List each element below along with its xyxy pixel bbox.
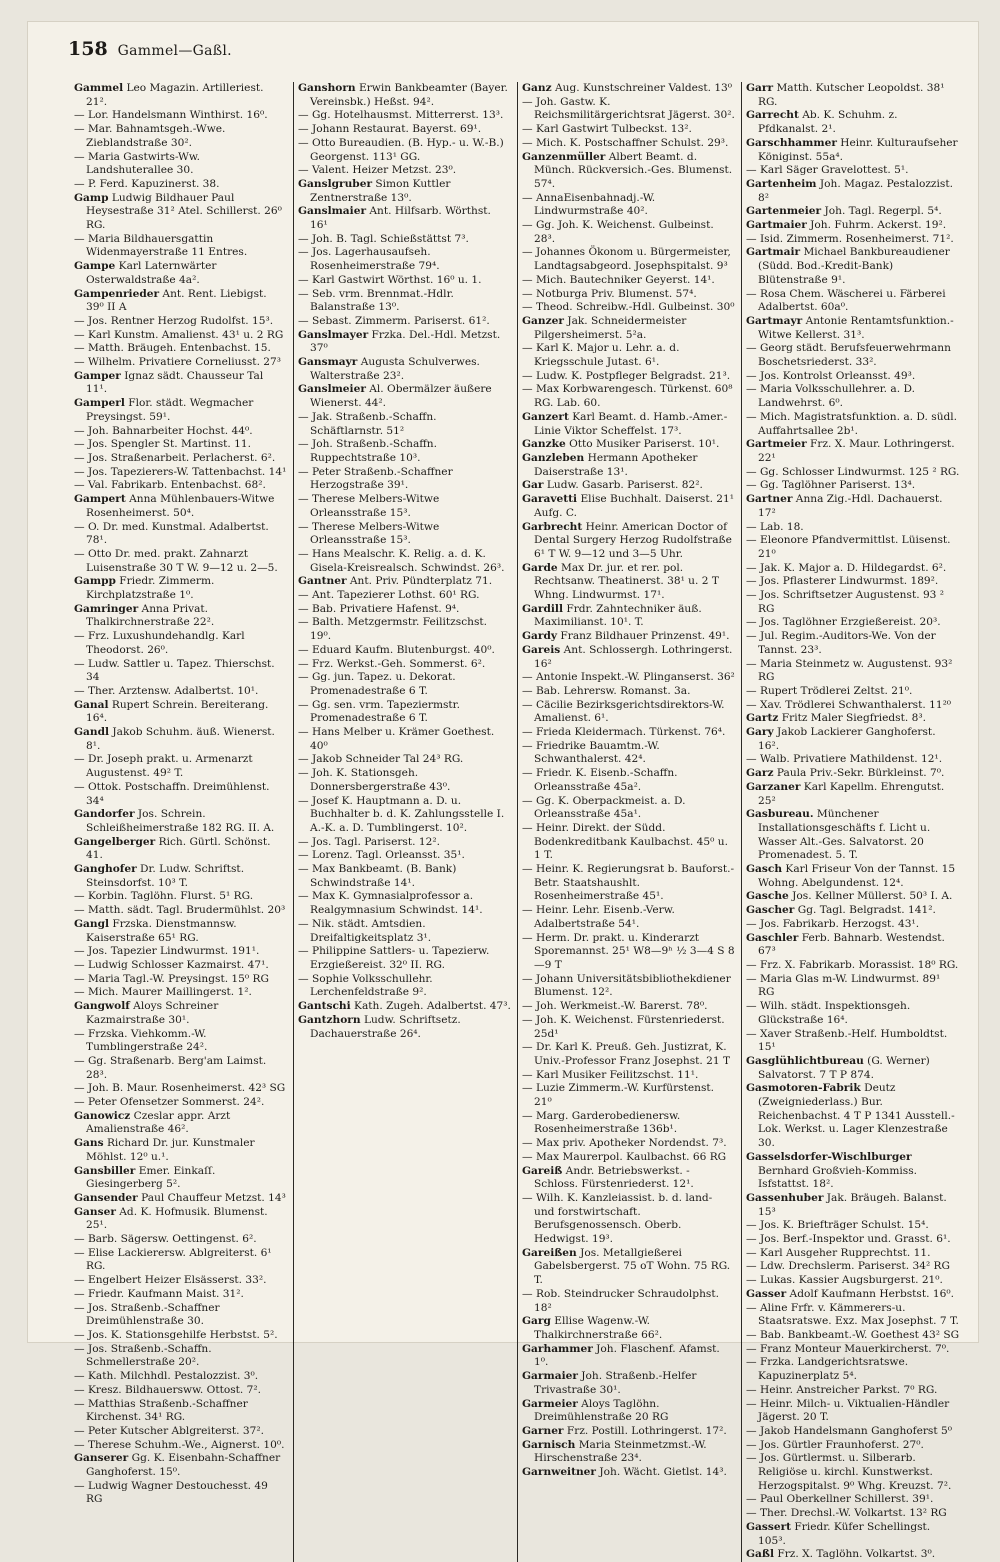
directory-entry: Gampe Karl Laternwärter Osterwaldstraße 4a². <box>74 260 217 286</box>
directory-entry: — Paul Oberkellner Schillerst. 39¹. <box>746 1493 934 1506</box>
directory-entry: Gansender Paul Chauffeur Metzst. 14³ <box>74 1191 286 1204</box>
directory-entry: Ganserer Gg. K. Eisenbahn-Schaffner Ganghoferst. 15⁰. <box>74 1452 281 1479</box>
directory-entry: Gasselsdorfer-Wischlburger Bernhard Großvieh-Kommiss. Isfstattst. 18². <box>746 1150 918 1191</box>
directory-entry: Ganzer Jak. Schneidermeister Pilgersheimerst. 5²a. <box>522 314 687 341</box>
directory-entry: — Frzka. Landgerichtsratswe. Kapuzinerplatz 5⁴. <box>746 1356 909 1383</box>
directory-entry: — Karl Ausgeher Rupprechtst. 11. <box>746 1246 931 1259</box>
directory-entry: — Xaver Straßenb.-Helf. Humboldtst. 15¹ <box>746 1027 948 1054</box>
directory-entry: — Maria Steinmetz w. Augustenst. 93² RG <box>746 657 953 684</box>
directory-entry: — Wilh. K. Kanzleiassist. b. d. land- und forstwirtschaft. Berufsgenossensch. Oberb. Hedwigst. 19³. <box>522 1191 713 1246</box>
directory-entry: — Rupert Trödlerei Zeltst. 21⁰. <box>746 684 913 697</box>
directory-entry: — Heinr. Lehr. Eisenb.-Verw. Adalbertstraße 54¹. <box>522 904 675 930</box>
directory-entry: — Jos. Rentner Herzog Rudolfst. 15³. <box>74 314 274 327</box>
directory-entry: — Josef K. Hauptmann a. D. u. Buchhalter b. d. K. Zahlungsstelle I. A.-K. a. D. Tumblingerst. 10². <box>298 794 505 834</box>
page-header <box>68 38 958 78</box>
directory-entry: — Ottok. Postschaffn. Dreimühlenst. 34⁴ <box>74 780 270 807</box>
directory-entry: — Matth. sädt. Tagl. Brudermühlst. 20³ <box>74 904 286 917</box>
directory-entry: — Bab. Lehrersw. Romanst. 3a. <box>522 684 691 697</box>
directory-entry: — Elise Lackierersw. Ablgreiterst. 6¹ RG. <box>74 1246 272 1273</box>
directory-entry: — Max priv. Apotheker Nordendst. 7³. <box>522 1137 727 1150</box>
directory-entry: — Joh. Gastw. K. Reichsmilitärgerichtsrat Jägerst. 30². <box>522 95 735 122</box>
directory-entry: Garg Ellise Wagenw.-W. Thalkirchnerstraße 66². <box>522 1315 663 1341</box>
directory-entry: — Walb. Privatiere Mathildenst. 12¹. <box>746 753 943 766</box>
directory-entry: — Jos. Lagerhausaufseh. Rosenheimerstraße 79⁴. <box>298 246 440 273</box>
directory-entry: Gartz Fritz Maler Siegfriedst. 8³. <box>746 712 926 725</box>
column-1 <box>70 82 294 1562</box>
directory-entry: — Jos. Schriftsetzer Augustenst. 93 ² RG <box>746 589 945 615</box>
directory-entry: Ganzenmüller Albert Beamt. d. Münch. Rückversich.-Ges. Blumenst. 57⁴. <box>522 150 733 190</box>
directory-entry: Gary Jakob Lackierer Ganghoferst. 16². <box>746 726 936 752</box>
directory-entry: — Jos. Kontrolst Orleansst. 49³. <box>746 369 916 382</box>
directory-entry: Garnweitner Joh. Wächt. Gietlst. 14³. <box>522 1466 727 1479</box>
directory-entry: — Karl Musiker Feilitzschst. 11¹. <box>522 1068 699 1081</box>
directory-entry: — Peter Ofensetzer Sommerst. 24². <box>74 1096 265 1109</box>
directory-entry: — Friedrike Bauamtm.-W. Schwanthalerst. 42⁴. <box>522 739 660 766</box>
directory-entry: — Karl Säger Gravelottest. 5¹. <box>746 164 909 177</box>
directory-entry: — Hans Mealschr. K. Relig. a. d. K. Gisela-Kreisrealsch. Schwindst. 26³. <box>298 547 505 574</box>
directory-entry: — Gg. Hotelhausmst. Mitterrerst. 13³. <box>298 109 504 122</box>
directory-entry: — Wilh. städt. Inspektionsgeh. Glückstraße 16⁴. <box>746 1000 911 1026</box>
directory-entry: — Herm. Dr. prakt. u. Kinderarzt Sporemannst. 25¹ W8—9ʰ ½ 3—4 S 8—9 T <box>522 931 735 971</box>
directory-entry: — Max Korbwarengesch. Türkenst. 60⁸ RG. Lab. 60. <box>522 383 733 410</box>
column-4 <box>742 82 966 1562</box>
directory-entry: Gantschi Kath. Zugeh. Adalbertst. 47³. <box>298 1000 511 1013</box>
directory-entry: — Dr. Karl K. Preuß. Geh. Justizrat, K. Univ.-Professor Franz Josephst. 21 T <box>522 1041 731 1067</box>
directory-entry: Gangl Frzska. Dienstmannsw. Kaiserstraße 65¹ RG. <box>74 917 237 944</box>
directory-entry: — Ant. Tapezierer Lothst. 60¹ RG. <box>298 589 480 602</box>
directory-entry: — Cäcilie Bezirksgerichtsdirektors-W. Amalienst. 6¹. <box>522 698 725 725</box>
directory-entry: — Joh. Werkmeist.-W. Barerst. 78⁰. <box>522 1000 708 1013</box>
directory-entry: — P. Ferd. Kapuzinerst. 38. <box>74 177 220 190</box>
directory-entry: Ganslmaier Ant. Hilfsarb. Wörthst. 16¹ <box>298 205 491 232</box>
directory-entry: — Eleonore Pfandvermittlst. Lüisenst. 21⁰ <box>746 534 951 560</box>
directory-entry: — Frieda Kleidermach. Türkenst. 76⁴. <box>522 726 726 739</box>
directory-entry: Garschhammer Heinr. Kulturaufseher Königinst. 55a⁴. <box>746 136 958 163</box>
directory-entry: — Luzie Zimmerm.-W. Kurfürstenst. 21⁰ <box>522 1082 715 1109</box>
directory-entry: — Gg. Joh. K. Weichenst. Gulbeinst. 28³. <box>522 219 714 245</box>
directory-entry: — Karl Gastwirt Wörthst. 16⁰ u. 1. <box>298 273 482 286</box>
directory-entry: — Balth. Metzgermstr. Feilitzschst. 19⁰. <box>298 616 488 643</box>
page-number: 158 <box>68 38 108 60</box>
directory-entry: Garavetti Elise Buchhalt. Daiserst. 21¹ Aufg. C. <box>522 493 735 519</box>
directory-entry: Garmaier Joh. Straßenb.-Helfer Trivastraße 30¹. <box>522 1370 697 1396</box>
directory-entry: — Notburga Priv. Blumenst. 57⁴. <box>522 287 697 300</box>
directory-entry: Garnisch Maria Steinmetzmst.-W. Hirschenstraße 23⁴. <box>522 1438 707 1465</box>
directory-entry: Gasser Adolf Kaufmann Herbstst. 16⁰. <box>746 1287 954 1300</box>
directory-entry: — Theod. Schreibw.-Hdl. Gulbeinst. 30⁰ <box>522 301 735 314</box>
directory-entry: Gasch Karl Friseur Von der Tannst. 15 Wohng. Abelgundenst. 12⁴. <box>746 863 956 889</box>
directory-entry: — Gg. K. Oberpackmeist. a. D. Orleansstraße 45a¹. <box>522 794 686 821</box>
directory-entry: Gardill Frdr. Zahntechniker äuß. Maximilianst. 10¹. T. <box>522 602 702 629</box>
directory-entry: Gasche Jos. Kellner Müllerst. 50³ I. A. <box>746 890 953 903</box>
directory-entry: Gasmotoren-Fabrik Deutz (Zweigniederlass.) Bur. Reichenbachst. 4 T P 1341 Ausstell.-Lok. Werkst. u. Lager Klenzestraße 30. <box>746 1082 955 1150</box>
directory-entry: — Peter Kutscher Ablgreiterst. 37². <box>74 1424 264 1437</box>
directory-entry: — Barb. Sägersw. Oettingenst. 6². <box>74 1233 257 1246</box>
directory-entry: — Dr. Joseph prakt. u. Armenarzt Augustenst. 49² T. <box>74 753 253 780</box>
directory-entry: — Jak. K. Major a. D. Hildegardst. 6². <box>746 561 947 574</box>
directory-entry: — Kresz. Bildhauersww. Ottost. 7². <box>74 1383 262 1396</box>
directory-entry: Gartenheim Joh. Magaz. Pestalozzist. 8² <box>746 177 953 204</box>
directory-entry: — Lor. Handelsmann Winthirst. 16⁰. <box>74 109 268 122</box>
directory-entry: — Joh. Bahnarbeiter Hochst. 44⁰. <box>74 424 253 437</box>
directory-entry: Gaßl Frz. X. Taglöhn. Volkartst. 3⁰. <box>746 1548 936 1561</box>
directory-entry: — Rob. Steindrucker Schraudolphst. 18² <box>522 1287 719 1314</box>
directory-entry: Gampenrieder Ant. Rent. Liebigst. 39⁰ II A <box>74 287 267 314</box>
directory-entry: Gasglühlichtbureau (G. Werner) Salvatorst. 7 T P 874. <box>746 1054 930 1081</box>
directory-entry: Gans Richard Dr. jur. Kunstmaler Möhlst. 12⁰ u.¹. <box>74 1137 255 1163</box>
directory-entry: — Aline Frfr. v. Kämmerers-u. Staatsratswe. Exz. Max Josephst. 7 T. <box>746 1301 959 1328</box>
directory-entry: Garde Max Dr. jur. et rer. pol. Rechtsanw. Theatinerst. 38¹ u. 2 T Whng. Lindwurmst. 17¹. <box>522 561 719 602</box>
directory-entry: — Frz. X. Fabrikarb. Morassist. 18⁰ RG. <box>746 959 959 971</box>
directory-entry: Gamringer Anna Privat. Thalkirchnerstraße 22². <box>74 602 215 629</box>
directory-entry: — Jul. Regim.-Auditors-We. Von der Tannst. 23³. <box>746 630 936 656</box>
directory-entry: Ganghofer Dr. Ludw. Schriftst. Steinsdorfst. 10³ T. <box>74 863 245 889</box>
directory-entry: — Jos. K. Stationsgehilfe Herbstst. 5². <box>74 1328 278 1341</box>
directory-entry: — Johann Universitätsbibliothekdiener Blumenst. 12². <box>522 972 731 999</box>
directory-entry: — Gg. jun. Tapez. u. Dekorat. Promenadestraße 6 T. <box>298 671 456 697</box>
directory-page <box>28 22 978 1561</box>
directory-entry: Gartmair Michael Bankbureaudiener (Südd. Bod.-Kredit-Bank) Blütenstraße 9¹. <box>746 246 950 286</box>
directory-entry: Gareis Ant. Schlossergh. Lothringerst. 16² <box>522 643 733 670</box>
directory-entry: — Johannes Ökonom u. Bürgermeister, Landtagsabgeord. Josephspitalst. 9³ <box>522 246 731 273</box>
directory-entry: — Seb. vrm. Brennmat.-Hdlr. Balanstraße 13⁰. <box>298 287 454 314</box>
directory-entry: — Therese Schuhm.-We., Aignerst. 10⁰. <box>74 1438 285 1451</box>
directory-entry: — Jakob Handelsmann Ganghoferst 5⁰ <box>746 1424 952 1437</box>
directory-entry: Ganz Aug. Kunstschreiner Valdest. 13⁰ <box>522 82 733 94</box>
directory-entry: — Ldw. Drechslerm. Pariserst. 34² RG <box>746 1260 950 1273</box>
directory-entry: — Johann Restaurat. Bayerst. 69¹. <box>298 123 482 136</box>
directory-entry: — Sophie Volksschullehr. Lerchenfeldstraße 9². <box>298 972 433 999</box>
directory-entry: Gammel Leo Magazin. Artilleriest. 21². <box>74 82 264 108</box>
directory-entry: Gansmayr Augusta Schulverwes. Walterstraße 23². <box>298 356 480 382</box>
directory-entry: — Ludwig Wagner Destouchesst. 49 RG <box>74 1479 268 1506</box>
directory-entry: Gareißen Jos. Metallgießerei Gabelsbergerst. 75 oT Wohn. 75 RG. T. <box>522 1246 731 1287</box>
directory-entry: — Xav. Trödlerei Schwanthalerst. 11²⁰ <box>746 698 952 711</box>
directory-entry: — Rosa Chem. Wäscherei u. Färberei Adalbertst. 60a⁰. <box>746 287 946 314</box>
directory-entry: — Max Bankbeamt. (B. Bank) Schwindstraße 14¹. <box>298 863 457 889</box>
directory-entry: — Frz. Werkst.-Geh. Sommerst. 6². <box>298 657 486 670</box>
directory-entry: — Gg. Taglöhner Pariserst. 13⁴. <box>746 479 916 492</box>
directory-entry: — Friedr. K. Eisenb.-Schaffn. Orleansstraße 45a². <box>522 767 678 793</box>
directory-entry: Gansbiller Emer. Einkaſſ. Giesingerberg 5². <box>74 1164 216 1191</box>
directory-entry: — Korbin. Taglöhn. Flurst. 5¹ RG. <box>74 890 254 903</box>
directory-entry: Ganslgruber Simon Kuttler Zentnerstraße 13⁰. <box>298 177 451 204</box>
directory-entry: Gamp Ludwig Bildhauer Paul Heysestraße 31² Atel. Schillerst. 26⁰ RG. <box>74 191 282 232</box>
directory-entry: — Peter Straßenb.-Schaffner Herzogstraße 39¹. <box>298 465 453 492</box>
directory-entry: — Matth. Bräugeh. Entenbachst. 15. <box>74 342 271 355</box>
directory-entry: — Jos. Straßenb.-Schaffn. Schmellerstraße 20². <box>74 1342 212 1369</box>
directory-entry: — Valent. Heizer Metzst. 23⁰. <box>298 164 457 177</box>
directory-entry: — Jos. Pflasterer Lindwurmst. 189². <box>746 575 939 588</box>
directory-entry: — Lorenz. Tagl. Orleansst. 35¹. <box>298 849 465 862</box>
directory-entry: — Val. Fabrikarb. Entenbachst. 68². <box>74 479 266 492</box>
directory-entry: Gardy Franz Bildhauer Prinzenst. 49¹. <box>522 630 730 643</box>
directory-entry: — Therese Melbers-Witwe Orleansstraße 15³. <box>298 520 440 547</box>
directory-entry: — Bab. Bankbeamt.-W. Goethest 43² SG <box>746 1328 960 1341</box>
directory-entry: — Jakob Schneider Tal 24³ RG. <box>298 753 464 766</box>
directory-entry: — Jos. Berf.-Inspektor und. Grasst. 6¹. <box>746 1233 951 1246</box>
directory-entry: — Jos. Spengler St. Martinst. 11. <box>74 438 251 451</box>
directory-entry: Gascher Gg. Tagl. Belgradst. 141². <box>746 904 936 917</box>
directory-entry: Gareiß Andr. Betriebswerkst. - Schloss. Fürstenriederst. 12¹. <box>522 1164 694 1191</box>
column-3 <box>518 82 742 1562</box>
directory-entry: — Gg. sen. vrm. Tapeziermstr. Promenadestraße 6 T. <box>298 698 460 725</box>
directory-entry: Gar Ludw. Gasarb. Pariserst. 82². <box>522 479 703 492</box>
column-2 <box>294 82 518 1562</box>
directory-entry: — Isid. Zimmerm. Rosenheimerst. 71². <box>746 232 954 245</box>
directory-entry: — Otto Dr. med. prakt. Zahnarzt Luisenstraße 30 T W. 9—12 u. 2—5. <box>74 547 278 574</box>
directory-entry: — Mar. Bahnamtsgeh.-Wwe. Zieblandstraße 30². <box>74 123 226 149</box>
directory-entry: — Georg städt. Berufsfeuerwehrmann Boschetsriederst. 33². <box>746 342 951 369</box>
directory-entry: — Heinr. Anstreicher Parkst. 7⁰ RG. <box>746 1383 938 1396</box>
directory-entry: — Jos. Straßenarbeit. Perlacherst. 6². <box>74 451 276 464</box>
directory-entry: — AnnaEisenbahnadj.-W. Lindwurmstraße 40². <box>522 191 656 218</box>
directory-entry: — Karl K. Major u. Lehr. a. d. Kriegsschule Jutast. 6¹. <box>522 342 680 369</box>
directory-entry: Gamper Ignaz sädt. Chausseur Tal 11¹. <box>74 369 264 396</box>
directory-columns <box>70 82 966 1561</box>
directory-entry: Garhammer Joh. Flaschenf. Afamst. 1⁰. <box>522 1342 720 1369</box>
directory-entry: — Wilhelm. Privatiere Corneliusst. 27³ <box>74 356 282 369</box>
directory-entry: — Franz Monteur Mauerkircherst. 7⁰. <box>746 1342 950 1355</box>
directory-entry: — O. Dr. med. Kunstmal. Adalbertst. 78¹. <box>74 520 269 547</box>
directory-entry: Ganowicz Czeslar appr. Arzt Amalienstraße 46². <box>74 1109 231 1136</box>
directory-entry: Gartner Anna Zig.-Hdl. Dachauerst. 17² <box>746 493 943 519</box>
directory-entry: — Joh. B. Tagl. Schießstättst 7³. <box>298 232 469 245</box>
directory-entry: — Jos. Taglöhner Erzgießereist. 20³. <box>746 616 941 629</box>
directory-entry: Ganser Ad. K. Hofmusik. Blumenst. 25¹. <box>74 1205 268 1232</box>
directory-entry: — Jos. Tapezierers-W. Tattenbachst. 14¹ <box>74 465 287 478</box>
directory-entry: — Lukas. Kassier Augsburgerst. 21⁰. <box>746 1274 943 1287</box>
directory-entry: — Jos. Tapezier Lindwurmst. 191¹. <box>74 945 260 958</box>
directory-entry: Gartenmeier Joh. Tagl. Regerpl. 5⁴. <box>746 205 942 218</box>
directory-entry: Garrecht Ab. K. Schuhm. z. Pfdkanalst. 2¹. <box>746 109 898 136</box>
directory-entry: Garz Paula Priv.-Sekr. Bürkleinst. 7⁰. <box>746 767 945 780</box>
directory-entry: Garzaner Karl Kapellm. Ehrengutst. 25² <box>746 780 945 807</box>
directory-entry: — Kath. Milchhdl. Pestalozzist. 3⁰. <box>74 1370 259 1383</box>
directory-entry: — Jos. K. Briefträger Schulst. 15⁴. <box>746 1219 929 1232</box>
directory-entry: — Joh. B. Maur. Rosenheimerst. 42³ SG <box>74 1082 286 1095</box>
directory-entry: — Gg. Straßenarb. Berg'am Laimst. 28³. <box>74 1054 267 1081</box>
directory-entry: Garner Frz. Postill. Lothringerst. 17². <box>522 1424 727 1437</box>
directory-entry: — Ludw. Sattler u. Tapez. Thierschst. 34 <box>74 657 275 684</box>
directory-entry: Gartmayr Antonie Rentamtsfunktion.-Witwe Kellerst. 31³. <box>746 314 954 341</box>
directory-entry: Ganshorn Erwin Bankbeamter (Bayer. Vereinsbk.) Heßst. 94². <box>298 82 508 108</box>
directory-entry: Ganslmeier Al. Obermälzer äußere Wienerst. 44². <box>298 383 492 410</box>
directory-entry: — Engelbert Heizer Elsässerst. 33². <box>74 1274 267 1287</box>
directory-entry: — Heinr. K. Regierungsrat b. Bauforst.-Betr. Staatshaushlt. Rosenheimerstraße 45¹. <box>522 863 735 903</box>
directory-entry: — Maria Tagl.-W. Preysingst. 15⁰ RG <box>74 972 269 985</box>
directory-entry: Garr Matth. Kutscher Leopoldst. 38¹ RG. <box>746 82 945 108</box>
directory-entry: — Therese Melbers-Witwe Orleansstraße 15³. <box>298 493 440 519</box>
directory-entry: — Mich. Magistratsfunktion. a. D. südl. Auffahrtsallee 2b¹. <box>746 410 958 437</box>
directory-entry: — Otto Bureaudien. (B. Hyp.- u. W.-B.) Georgenst. 113¹ GG. <box>298 136 504 163</box>
directory-entry: — Ludw. K. Postpfleger Belgradst. 21³. <box>522 369 731 382</box>
directory-entry: — Jos. Straßenb.-Schaffner Dreimühlenstraße 30. <box>74 1301 220 1328</box>
directory-entry: — Heinr. Direkt. der Südd. Bodenkreditbank Kaulbachst. 45⁰ u. 1 T. <box>522 821 728 862</box>
directory-entry: — Nik. städt. Amtsdien. Dreifaltigkeitsplatz 3¹. <box>298 917 432 944</box>
directory-entry: — Mich. Maurer Maillingerst. 1². <box>74 986 252 999</box>
directory-entry: Gandorfer Jos. Schrein. Schleißheimerstraße 182 RG. II. A. <box>74 808 275 834</box>
directory-entry: Ganzert Karl Beamt. d. Hamb.-Amer.-Linie Viktor Scheffelst. 17³. <box>522 410 728 437</box>
running-head: Gammel—Gaßl. <box>117 43 232 59</box>
directory-entry: — Lab. 18. <box>746 520 804 533</box>
directory-entry: — Jos. Gürtler Fraunhoferst. 27⁰. <box>746 1438 924 1451</box>
directory-entry: Gasbureau. Münchener Installationsgeschäfts f. Licht u. Wasser Alt.-Ges. Salvatorst. 20 Promenadest. 5. T. <box>746 808 931 862</box>
directory-entry: Gartmeier Frz. X. Maur. Lothringerst. 22¹ <box>746 438 955 464</box>
directory-entry: — Ludwig Schlosser Kazmairst. 47¹. <box>74 959 269 971</box>
directory-entry: — Jos. Tagl. Pariserst. 12². <box>298 835 440 848</box>
directory-entry: Ganslmayer Frzka. Del.-Hdl. Metzst. 37⁰ <box>298 328 501 355</box>
directory-entry: Gaschler Ferb. Bahnarb. Westendst. 67³ <box>746 931 945 958</box>
directory-entry: — Hans Melber u. Krämer Goethest. 40⁰ <box>298 726 495 752</box>
directory-entry: — Bab. Privatiere Hafenst. 9⁴. <box>298 602 460 615</box>
directory-entry: — Maria Bildhauersgattin Widenmayerstraße 11 Entres. <box>74 232 248 259</box>
directory-entry: Ganzleben Hermann Apotheker Daiserstraße 13¹. <box>522 451 698 478</box>
directory-entry: — Joh. Straßenb.-Schaffn. Ruppechtstraße 10³. <box>298 438 437 464</box>
directory-entry: — Matthias Straßenb.-Schaffner Kirchenst. 34¹ RG. <box>74 1397 248 1424</box>
directory-entry: Garbrecht Heinr. American Doctor of Dental Surgery Herzog Rudolfstraße 6¹ T W. 9—12 und 3—5 Uhr. <box>522 520 732 560</box>
directory-entry: — Jos. Gürtlermst. u. Silberarb. Religiöse u. kirchl. Kunstwerkst. Herzogspitalst. 9⁰ Whg. Kreuzst. 7². <box>746 1452 952 1492</box>
directory-entry: Gamperl Flor. städt. Wegmacher Preysingst. 59¹. <box>74 397 254 423</box>
directory-entry: — Maria Volksschullehrer. a. D. Landwehrst. 6⁰. <box>746 383 915 410</box>
directory-entry: — Antonie Inspekt.-W. Plinganserst. 36² <box>522 671 735 684</box>
directory-entry: Gantner Ant. Priv. Pündterplatz 71. <box>298 575 493 588</box>
directory-entry: — Maria Gastwirts-Ww. Landshuterallee 30. <box>74 150 201 177</box>
directory-entry: Gampp Friedr. Zimmerm. Kirchplatzstraße 1⁰. <box>74 575 215 602</box>
directory-entry: — Frz. Luxushundehandlg. Karl Theodorst. 26⁰. <box>74 630 245 656</box>
directory-entry: — Mich. Bautechniker Geyerst. 14¹. <box>522 273 715 286</box>
directory-entry: Ganal Rupert Schrein. Bereiterang. 16⁴. <box>74 698 269 725</box>
directory-entry: — Frzska. Viehkomm.-W. Tumblingerstraße 24². <box>74 1027 208 1054</box>
directory-entry: — Eduard Kaufm. Blutenburgst. 40⁰. <box>298 643 495 656</box>
directory-entry: Gassenhuber Jak. Bräugeh. Balanst. 15³ <box>746 1191 947 1218</box>
directory-entry: — Karl Kunstm. Amalienst. 43¹ u. 2 RG <box>74 328 284 341</box>
directory-entry: — Jos. Fabrikarb. Herzogst. 43¹. <box>746 917 920 930</box>
directory-entry: Gampert Anna Mühlenbauers-Witwe Rosenheimerst. 50⁴. <box>74 493 275 519</box>
directory-entry: — Gg. Schlosser Lindwurmst. 125 ² RG. <box>746 465 960 478</box>
directory-entry: — Mich. K. Postschaffner Schulst. 29³. <box>522 136 729 149</box>
directory-entry: — Philippine Sattlers- u. Tapezierw. Erzgießereist. 32⁰ II. RG. <box>298 945 490 971</box>
directory-entry: — Karl Gastwirt Tulbeckst. 13². <box>522 123 692 136</box>
directory-entry: Gantzhorn Ludw. Schriftsetz. Dachauerstraße 26⁴. <box>298 1013 461 1040</box>
directory-entry: Garmeier Aloys Taglöhn. Dreimühlenstraße 20 RG <box>522 1397 669 1424</box>
directory-entry: — Max K. Gymnasialprofessor a. Realgymnasium Schwindst. 14¹. <box>298 890 483 917</box>
directory-entry: — Jak. Straßenb.-Schaffn. Schäftlarnstr. 51² <box>298 410 437 437</box>
directory-entry: — Sebast. Zimmerm. Pariserst. 61². <box>298 314 490 327</box>
directory-entry: — Friedr. Kaufmann Maist. 31². <box>74 1287 244 1300</box>
directory-entry: — Maria Glas m-W. Lindwurmst. 89¹ RG <box>746 972 941 999</box>
directory-entry: Gartmaier Joh. Fuhrm. Ackerst. 19². <box>746 219 947 232</box>
directory-entry: Gangwolf Aloys Schreiner Kazmairstraße 30¹. <box>74 1000 219 1026</box>
directory-entry: Ganzke Otto Musiker Pariserst. 10¹. <box>522 438 720 451</box>
directory-entry: Gangelberger Rich. Gürtl. Schönst. 41. <box>74 835 271 862</box>
directory-entry: — Joh. K. Stationsgeh. Donnersbergerstraße 43⁰. <box>298 767 451 793</box>
directory-entry: — Marg. Garderobedienersw. Rosenheimerstraße 136b¹. <box>522 1109 681 1136</box>
directory-entry: — Max Maurerpol. Kaulbachst. 66 RG <box>522 1150 727 1163</box>
directory-entry: Gandl Jakob Schuhm. äuß. Wienerst. 8¹. <box>74 726 275 752</box>
directory-entry: — Ther. Arztensw. Adalbertst. 10¹. <box>74 684 259 697</box>
directory-entry: — Ther. Drechsl.-W. Volkartst. 13² RG <box>746 1507 947 1520</box>
directory-entry: — Heinr. Milch- u. Viktualien-Händler Jägerst. 20 T. <box>746 1397 950 1424</box>
directory-entry: — Joh. K. Weichenst. Fürstenriederst. 25d¹ <box>522 1013 725 1040</box>
directory-entry: Gassert Friedr. Küfer Schellingst. 105³. <box>746 1520 931 1547</box>
